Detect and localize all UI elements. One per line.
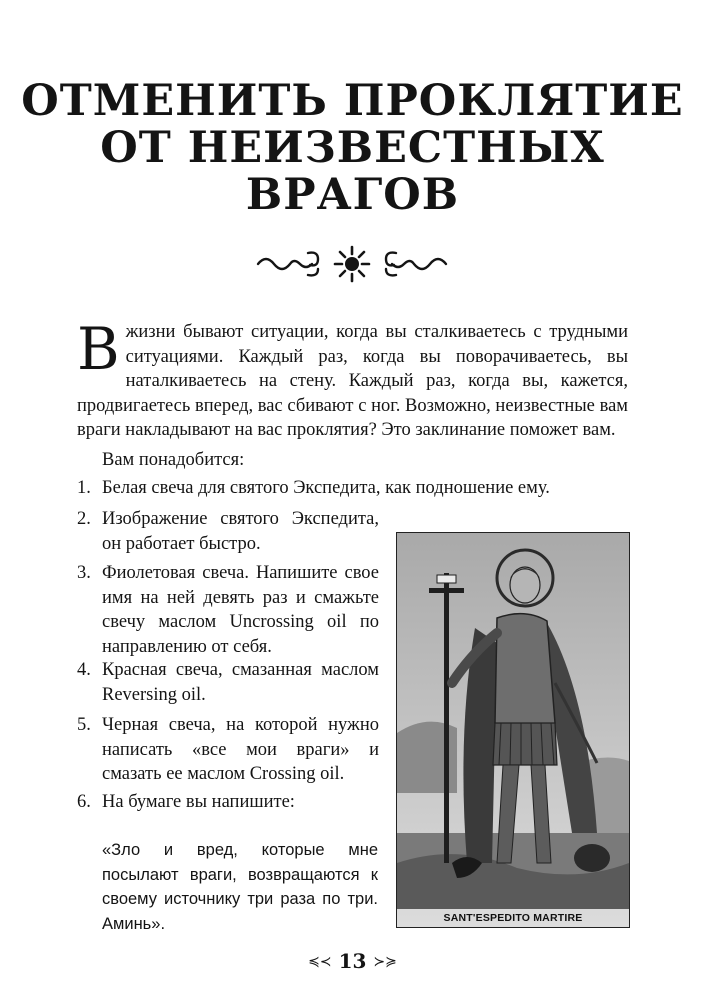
saint-expeditus-image (396, 532, 630, 928)
list-item (77, 713, 379, 787)
requirements-label: Вам понадобится: (102, 450, 245, 470)
list-item (77, 658, 379, 707)
list-item-text: Фиолетовая свеча. Напишите свое имя на ней девять раз и смажьте свечу маслом Uncrossing oil по направлению от себя. (102, 563, 379, 657)
chapter-title-line-1: ОТМЕНИТЬ ПРОКЛЯТИЕ (21, 76, 684, 126)
list-item-number: 1. (77, 478, 91, 498)
page-number (0, 949, 705, 973)
list-item-number: 4. (77, 660, 91, 680)
list-item (77, 790, 379, 815)
intro-paragraph (77, 315, 628, 443)
chapter-title-line-3: ВРАГОВ (245, 170, 460, 220)
right-flourish-icon: ≻≽ (373, 954, 397, 970)
drop-cap: В (77, 315, 120, 383)
left-flourish-icon: ≼≺ (308, 954, 332, 970)
incantation-quote: «Зло и вред, которые мне посылают враги, возвращаются к своему источнику три раза по три. Аминь». (102, 841, 378, 933)
chapter-title (0, 78, 705, 219)
list-item (77, 561, 379, 659)
chapter-title-line-2: ОТ НЕИЗВЕСТНЫХ (100, 123, 605, 173)
list-item-text: Черная свеча, на которой нужно написать «все мои враги» и смазать ее маслом Crossing oil. (102, 715, 379, 784)
page-number-value: 13 (338, 949, 367, 973)
image-caption: SANT'ESPEDITO MARTIRE (443, 912, 583, 924)
list-item-number: 2. (77, 509, 91, 529)
list-item-number: 5. (77, 715, 91, 735)
list-item-text: Белая свеча для святого Экспедита, как подношение ему. (102, 478, 550, 498)
intro-text: жизни бывают ситуации, когда вы сталкиваетесь с трудными ситуациями. Каждый раз, когда вы поворачиваетесь, вы наталкиваетесь на стену. Каждый раз, когда вы, кажется, продвигаетесь вперед, вас сбивают с ног. Возможно, неизвестные вам враги накладывают на вас проклятия? Это заклинание поможет вам. (77, 322, 628, 440)
list-item-number: 3. (77, 563, 91, 583)
list-item-text: Красная свеча, смазанная маслом Reversing oil. (102, 660, 379, 705)
list-item-number: 6. (77, 792, 91, 812)
list-item-text: На бумаге вы напишите: (102, 792, 295, 812)
flourish-ornament-icon (252, 243, 452, 285)
list-item (77, 476, 637, 501)
list-item (77, 507, 379, 556)
list-item-text: Изображение святого Экспедита, он работает быстро. (102, 509, 379, 554)
